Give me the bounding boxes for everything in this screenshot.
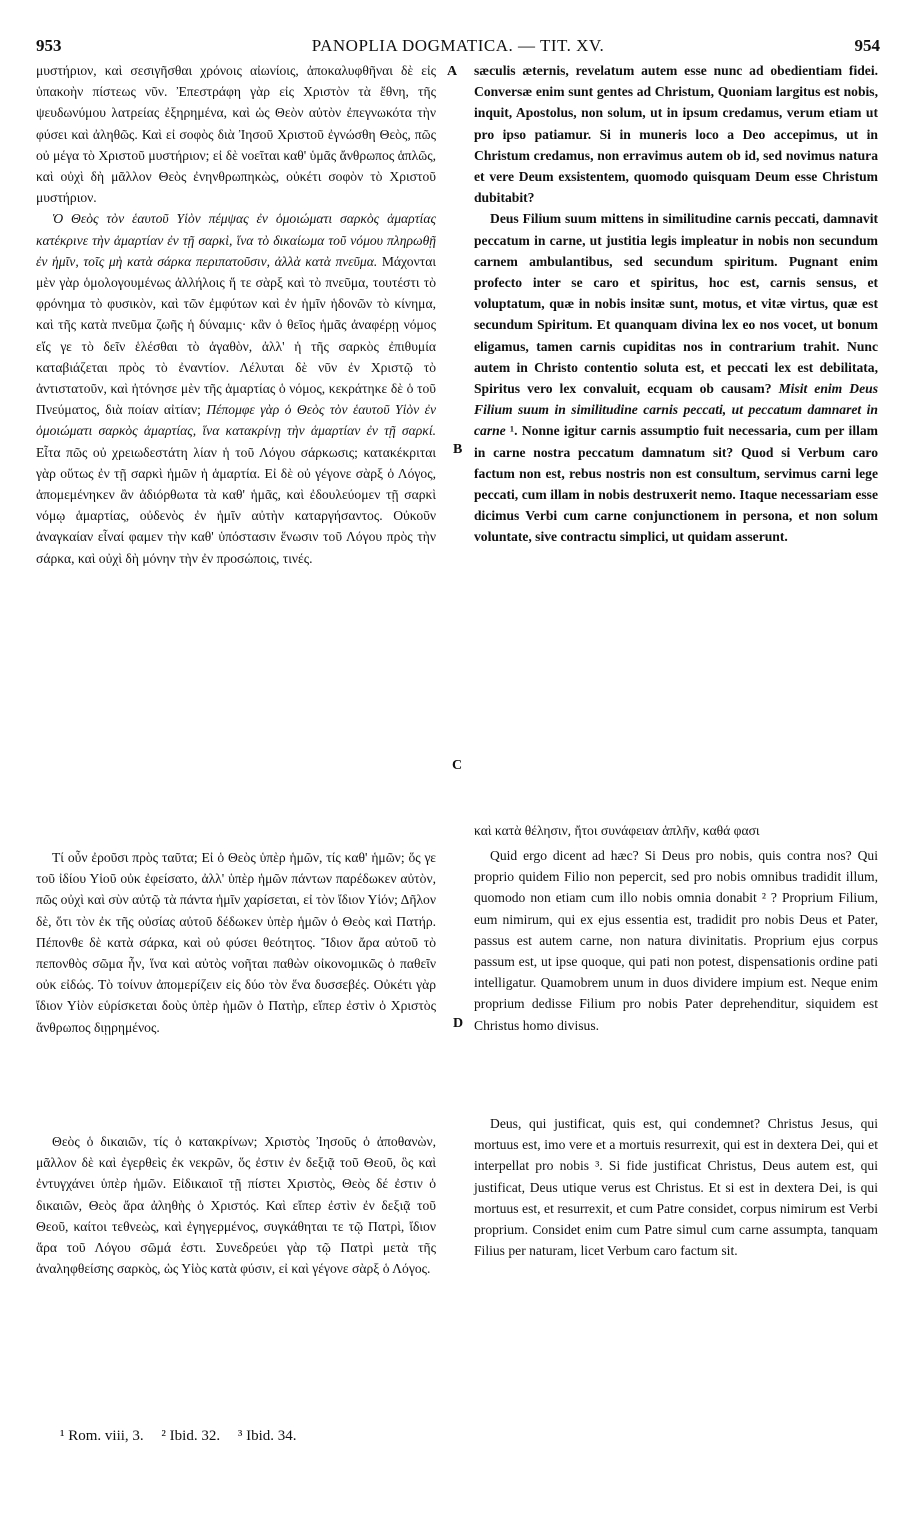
- greek-text: Τί οὖν ἐροῦσι πρὸς ταῦτα;: [52, 850, 198, 865]
- greek-scripture-quote: Ὁ Θεὸς τὸν ἑαυτοῦ Υἱὸν πέμψας ἐν ὁμοιώματι σαρκὸς ἁμαρτίας κατέκρινε τὴν ἁμαρτίαν ἐν τῇ σαρκὶ, ἵνα τὸ δικαίωμα τοῦ νόμου πληρωθῇ ἐν ἡμῖν, τοῖς μὴ κατὰ σάρκα περιπατοῦσιν, ἀλλὰ κατὰ πνεῦμα.: [36, 211, 436, 269]
- footnote: ³ Ibid. 34.: [237, 1428, 297, 1444]
- greek-text: Μάχονται μὲν γὰρ ὁμολογουμένως ἀλλήλοις ἥ τε σὰρξ καὶ τὸ πνεῦμα, τουτέστι τὸ φρόνημα τὸ φυσικὸν, καὶ τῶν ἐμφύτων καὶ ἐν ἡμῖν ἡδονῶν τὸ κίνημα, καὶ τῆς κατὰ πνεῦμα ζωῆς ἡ δύναμις· κἂν ὁ θεῖος ἡμᾶς ἀναφέρῃ νόμος εἴς γε τὸ δεῖν ἑλέσθαι τὸ ἀγαθὸν, ἀλλ' ἡ τῆς σαρκὸς ἐπιθυμία καταβιάζεται πρὸς τὸ ἐναντίον. Λέλυται δὲ νῦν ἐν Χριστῷ τὸ ἀντιστατοῦν, καὶ ἠτόνησε μὲν τῆς ἁμαρτίας ὁ νόμος, κεκράτηκε δὲ ὁ τοῦ Πνεύματος, διὰ ποίαν αἰτίαν;: [36, 253, 436, 418]
- latin-paragraph: [474, 845, 878, 1036]
- latin-column-bottom: [474, 1113, 878, 1261]
- footnote: ¹ Rom. viii, 3.: [60, 1428, 144, 1444]
- margin-marker-b: B: [453, 442, 463, 457]
- latin-text: Quid ergo dicent ad hæc?: [490, 848, 639, 863]
- latin-paragraph: [474, 1113, 878, 1261]
- latin-text: ¹. Nonne igitur carnis assumptio fuit necessaria, cum per illam in carne nostra peccatum damnatum sit? Quod si Verbum caro factum non est, rebus nostris non est consultum, servimus carni lege peccati, cum illam in nobis destruxerit nemo. Itaque necessariam esse dicimus Verbi cum carne conjunctionem in persona, et non solum voluntate, sive contractu simplici, ut quidam asserunt.: [474, 423, 878, 545]
- margin-marker-a: A: [447, 64, 458, 79]
- greek-text: Εἶτα πῶς οὐ χρειωδεστάτη λίαν ἡ τοῦ Λόγου σάρκωσις; κατακέκριται γὰρ οὕτως ἐν τῇ σαρκὶ ἡμῶν ἡ ἁμαρτία. Εἰ δὲ οὐ γέγονε σὰρξ ὁ Λόγος, ἀπομεμένηκεν ἂν ἀδιόρθωτα τὰ καθ' ἡμᾶς, καὶ ἐδουλεύομεν τῇ σαρκὶ νόμῳ ἁμαρτίας, οὐδενὸς ἐν ἡμῖν αὐτὴν καταργήσαντος. Οὐκοῦν ἀναγκαίαν εἶναί φαμεν τὴν καθ' ὑπόστασιν ἕνωσιν τοῦ Λόγου πρὸς τὴν σάρκα, καὶ οὐχὶ δὴ μόνην τὴν ἐν προσώποις, τινές.: [36, 444, 436, 566]
- latin-text: Deus Filium suum mittens in similitudine carnis peccati, damnavit peccatum in carne, ut justitia legis impleatur in nobis non secundum carnem ambulantibus, sed secundum spiritum. Pugnant enim profecto inter se caro et spiritus, hoc est, carnis sensus, et voluptatum, quæ in nobis insitæ sunt, motus, et vitæ virtus, quæ est secundum Spiritum. Et quanquam divina lex eo nos vocet, ut bonum eligamus, tamen carnis cupiditas nos in contrarium trahit. Nunc autem in Christo contentio soluta est, et peccati lex est debilitata, Spiritus vero lex convaluit, ecquam ob causam?: [474, 211, 878, 397]
- latin-scripture-quote: Si Deus pro nobis, quis contra nos? Qui proprio quidem Filio non pepercit, sed pro nobis omnibus tradidit illum, quomodo non etiam cum illo nobis omnia donabit: [474, 848, 878, 906]
- greek-column: [36, 60, 436, 569]
- running-header: [36, 36, 880, 62]
- margin-marker-d: D: [453, 1016, 464, 1031]
- greek-text: Εἰδικαιοῖ τῇ πίστει Χριστὸς, Θεὸς δέ ἐστιν ὁ δικαιῶν, Θεὸς ἄρα ἀληθὴς ὁ Χριστός. Καὶ εἴπερ ἐστὶν ἐν δεξιᾷ τοῦ Θεοῦ, καίτοι τεθνεὼς, καὶ ἐγηγερμένος, συγκάθηται τε τῷ Πατρὶ, ἴδιον ἄρα τοῦ Λόγου σῶμά ἐστι. Συνεδρεύει γὰρ τῷ Πατρὶ μετὰ τῆς ἀναληφθείσης σαρκὸς, ὡς Υἱὸς κατὰ φύσιν, εἰ καὶ γέγονε σὰρξ ὁ Λόγος.: [36, 1176, 437, 1277]
- latin-scripture-quote: Misit enim Deus Filium suum in similitudine carnis peccati, ut peccatum damnaret in carne: [474, 381, 878, 439]
- greek-paragraph: [36, 1131, 436, 1279]
- greek-paragraph: [36, 208, 436, 568]
- margin-marker-c: C: [452, 758, 463, 773]
- greek-scripture-quote: Θεὸς ὁ δικαιῶν, τίς ὁ κατακρίνων; Χριστὸς Ἰησοῦς ὁ ἀποθανὼν, μᾶλλον δὲ καὶ ἐγερθεὶς ἐκ νεκρῶν, ὅς ἐστιν ἐν δεξιᾷ τοῦ Θεοῦ, ὃς καὶ ἐντυγχάνει ὑπὲρ ἡμῶν.: [36, 1134, 436, 1192]
- latin-text: ³. Si fide justificat Christus, Deus autem est, qui justificat, Deus utique verus est Christus. Et si est in dextera Dei, is qui mortuus est, et resurrexit, et cum Patre considet, corpus nimirum est Verbi proprium. Considet enim cum Patre simul cum carne assumpta, tanquam Filius per naturam, licet Verbum caro factum sit.: [474, 1158, 878, 1259]
- greek-paragraph: [36, 847, 436, 1038]
- greek-column-bottom: [36, 1131, 436, 1279]
- latin-scripture-quote: Deus, qui justificat, quis est, qui condemnet? Christus Jesus, qui mortuus est, imo vere et a mortuis resurrexit, qui est in dextera Dei, qui et interpellat pro nobis: [474, 1116, 878, 1174]
- greek-interlinear-tail: καὶ κατὰ θέλησιν, ἤτοι συνάφειαν ἁπλῆν, καθά φασι: [474, 823, 760, 838]
- latin-paragraph: sæculis æternis, revelatum autem esse nunc ad obedientiam fidei. Conversæ enim sunt gentes ad Christum, Quoniam largitus est nobis, inquit, Apostolus, non solum, ut in ipsum credamus, verum etiam ut pro ipso patiamur. Si in muneris loco a Deo accepimus, ut in Christum credamus, non erravimus autem ob id, sed novimus natura et vere Deum exsistentem, quomodo quisquam Deum esse Christum dubitabit?: [474, 63, 878, 206]
- footnote: ² Ibid. 32.: [161, 1428, 221, 1444]
- footnotes: [60, 1428, 311, 1445]
- greek-paragraph: μυστήριον, καὶ σεσιγῆσθαι χρόνοις αἰωνίοις, ἀποκαλυφθῆναι δὲ εἰς ὑπακοὴν πίστεως νῦν. Ἐπεστράφη γὰρ εἰς Χριστὸν τὰ ἔθνη, τῆς ψευδωνύμου λατρείας ἐξηρημένα, καὶ ὡς Θεὸν αὐτὸν ἐπεγνωκότα τὴν φύσει καὶ ἀληθῶς. Καὶ εἰ σοφὸς διὰ Ἰησοῦ Χριστοῦ ἐγνώσθη Θεὸς, πῶς οὐ μέγα τὸ Χριστοῦ μυστήριον; εἰ δὲ νοεῖται καθ' ὑμᾶς ἄνθρωπος ἁπλῶς, καὶ οὐχὶ δὴ μᾶλλον Θεὸς ἐνηνθρωπηκὼς, οὐκέτι σοφὸν τὸ Χριστοῦ μυστήριον.: [36, 63, 436, 206]
- page-number-right: 954: [854, 36, 880, 55]
- greek-scripture-quote: Πέπομφε γὰρ ὁ Θεὸς τὸν ἑαυτοῦ Υἱὸν ἐν ὁμοιώματι σαρκὸς ἁμαρτίας, ἵνα κατακρίνῃ τὴν ἁμαρτίαν ἐν τῇ σαρκί.: [36, 402, 436, 439]
- latin-column-middle: [474, 845, 878, 1036]
- greek-text: εἰ τὸν ἴδιον Υἱόν; Δῆλον δὲ, ὅτι τὸν ἐκ τῆς οὐσίας αὐτοῦ δέδωκεν ὑπὲρ ἡμῶν ὁ Θεὸς καὶ Πατήρ. Πέπονθε δὲ κατὰ σάρκα, καὶ οὐ φύσει θεότητος. Ἴδιον ἄρα αὐτοῦ τὸ πεπονθὸς σῶμα ἦν, ἵνα καὶ αὐτὸς νοῆται παθὼν οἰκονομικῶς ὁ παθεῖν οὐκ εἰδώς. Τὸ τοίνυν ἀπομερίζειν εἰς δύο τὸν ἕνα δυσσεβές. Οὐκέτι γὰρ ἴδιον Υἱὸν εὑρίσκεται δοὺς ὑπὲρ ἡμῶν ὁ Πατὴρ, εἴπερ ἐστὶν ὁ Χριστὸς ἄνθρωπος διῃρημένος.: [36, 892, 436, 1035]
- latin-column: [474, 60, 878, 548]
- greek-scripture-quote: Εἰ ὁ Θεὸς ὑπὲρ ἡμῶν, τίς καθ' ἡμῶν; ὅς γε τοῦ ἰδίου Υἱοῦ οὐκ ἐφείσατο, ἀλλ' ὑπὲρ ἡμῶν πάντων παρέδωκεν αὐτὸν, πῶς οὐχὶ καὶ σὺν αὐτῷ τὰ πάντα ἡμῖν χαρίσεται,: [36, 850, 436, 908]
- latin-text: ² ? Proprium Filium, eum nimirum, qui ex ejus essentia est, tradidit pro nobis Deus et Pater, passus est autem carne, non natura divinitatis. Proprium ejus corpus passum est, ut ipse quoque, qui pati non potest, dispensationis ordine pati intelligatur. Quamobrem unum in duos dividere impium est. Neque enim proprium dedisse Filium pro nobis Pater deprehenditur, siquidem est Christus homo divisus.: [474, 890, 878, 1033]
- latin-paragraph: [474, 208, 878, 547]
- running-title: PANOPLIA DOGMATICA. — TIT. XV.: [311, 36, 605, 55]
- greek-column-middle: [36, 847, 436, 1038]
- page-number-left: 953: [36, 36, 62, 55]
